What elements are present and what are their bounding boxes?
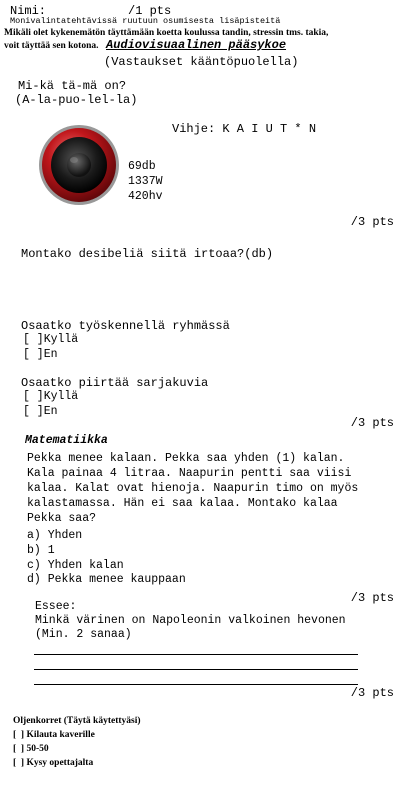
instructions-line-1: Mikäli olet kykenemätön täyttämään koetta koulussa tandin, stressin tms. takia,: [4, 28, 329, 38]
header-subtitle: Monivalintatehtävissä ruutuun osumisesta lisäpisteitä: [10, 16, 281, 26]
q4-question: Osaatko piirtää sarjakuvia: [21, 376, 209, 390]
spec-hv: 420hv: [128, 190, 163, 203]
spec-watts: 1337W: [128, 175, 163, 188]
page-title: Audiovisuaalinen pääsykoe: [106, 38, 287, 52]
math-text-line: Kala painaa 4 litraa. Naapurin pentti saa viisi: [27, 467, 352, 480]
speaker-icon: [38, 124, 120, 206]
q1-hint: Vihje: K A I U T * N: [172, 122, 317, 136]
lifeline-ask-teacher[interactable]: [ ] Kysy opettajalta: [13, 758, 94, 768]
math-text-line: kalastamassa. Hän ei saa kalaa. Montako kalaa: [27, 497, 338, 510]
essay-answer-line[interactable]: [34, 654, 358, 655]
title-subtitle: (Vastaukset kääntöpuolella): [104, 55, 299, 69]
q1-syllables: (A-la-puo-lel-la): [15, 93, 138, 107]
lifeline-call-friend[interactable]: [ ] Kilauta kaverille: [13, 730, 95, 740]
essay-prompt: Minkä värinen on Napoleonin valkoinen hevonen: [35, 614, 346, 627]
math-text-line: Pekka saa?: [27, 512, 97, 525]
instructions-line-2: voit täyttää sen kotona.: [4, 41, 99, 51]
q2-question: Montako desibeliä siitä irtoaa?(db): [21, 247, 274, 261]
math-option-d[interactable]: d) Pekka menee kauppaan: [27, 573, 186, 586]
q1-question: Mi-kä tä-mä on?: [18, 79, 127, 93]
name-label: Nimi:: [10, 4, 47, 18]
spec-db: 69db: [128, 160, 156, 173]
essay-points: /3 pts: [350, 686, 394, 700]
q4-option-yes[interactable]: [ ]Kyllä: [23, 390, 79, 403]
q3-question: Osaatko työskennellä ryhmässä: [21, 319, 230, 333]
q4-option-no[interactable]: [ ]En: [23, 405, 58, 418]
math-option-c[interactable]: c) Yhden kalan: [27, 559, 124, 572]
lifelines-heading: Oljenkorret (Täytä käytettyäsi): [13, 716, 141, 726]
math-text-line: Pekka menee kalaan. Pekka saa yhden (1) kalan.: [27, 452, 345, 465]
q1-points: /3 pts: [350, 215, 394, 229]
q4-points: /3 pts: [350, 416, 394, 430]
essay-answer-line[interactable]: [34, 684, 358, 685]
math-heading: Matematiikka: [25, 434, 108, 447]
math-points: /3 pts: [350, 591, 394, 605]
name-points: /1 pts: [128, 4, 172, 18]
essay-heading: Essee:: [35, 600, 77, 613]
q3-option-yes[interactable]: [ ]Kyllä: [23, 333, 79, 346]
q3-option-no[interactable]: [ ]En: [23, 348, 58, 361]
essay-answer-line[interactable]: [34, 669, 358, 670]
math-option-a[interactable]: a) Yhden: [27, 529, 83, 542]
math-text-line: kalaa. Kalat ovat hienoja. Naapurin timo on myös: [27, 482, 359, 495]
math-option-b[interactable]: b) 1: [27, 544, 55, 557]
essay-min-words: (Min. 2 sanaa): [35, 628, 132, 641]
lifeline-fifty-fifty[interactable]: [ ] 50-50: [13, 744, 49, 754]
